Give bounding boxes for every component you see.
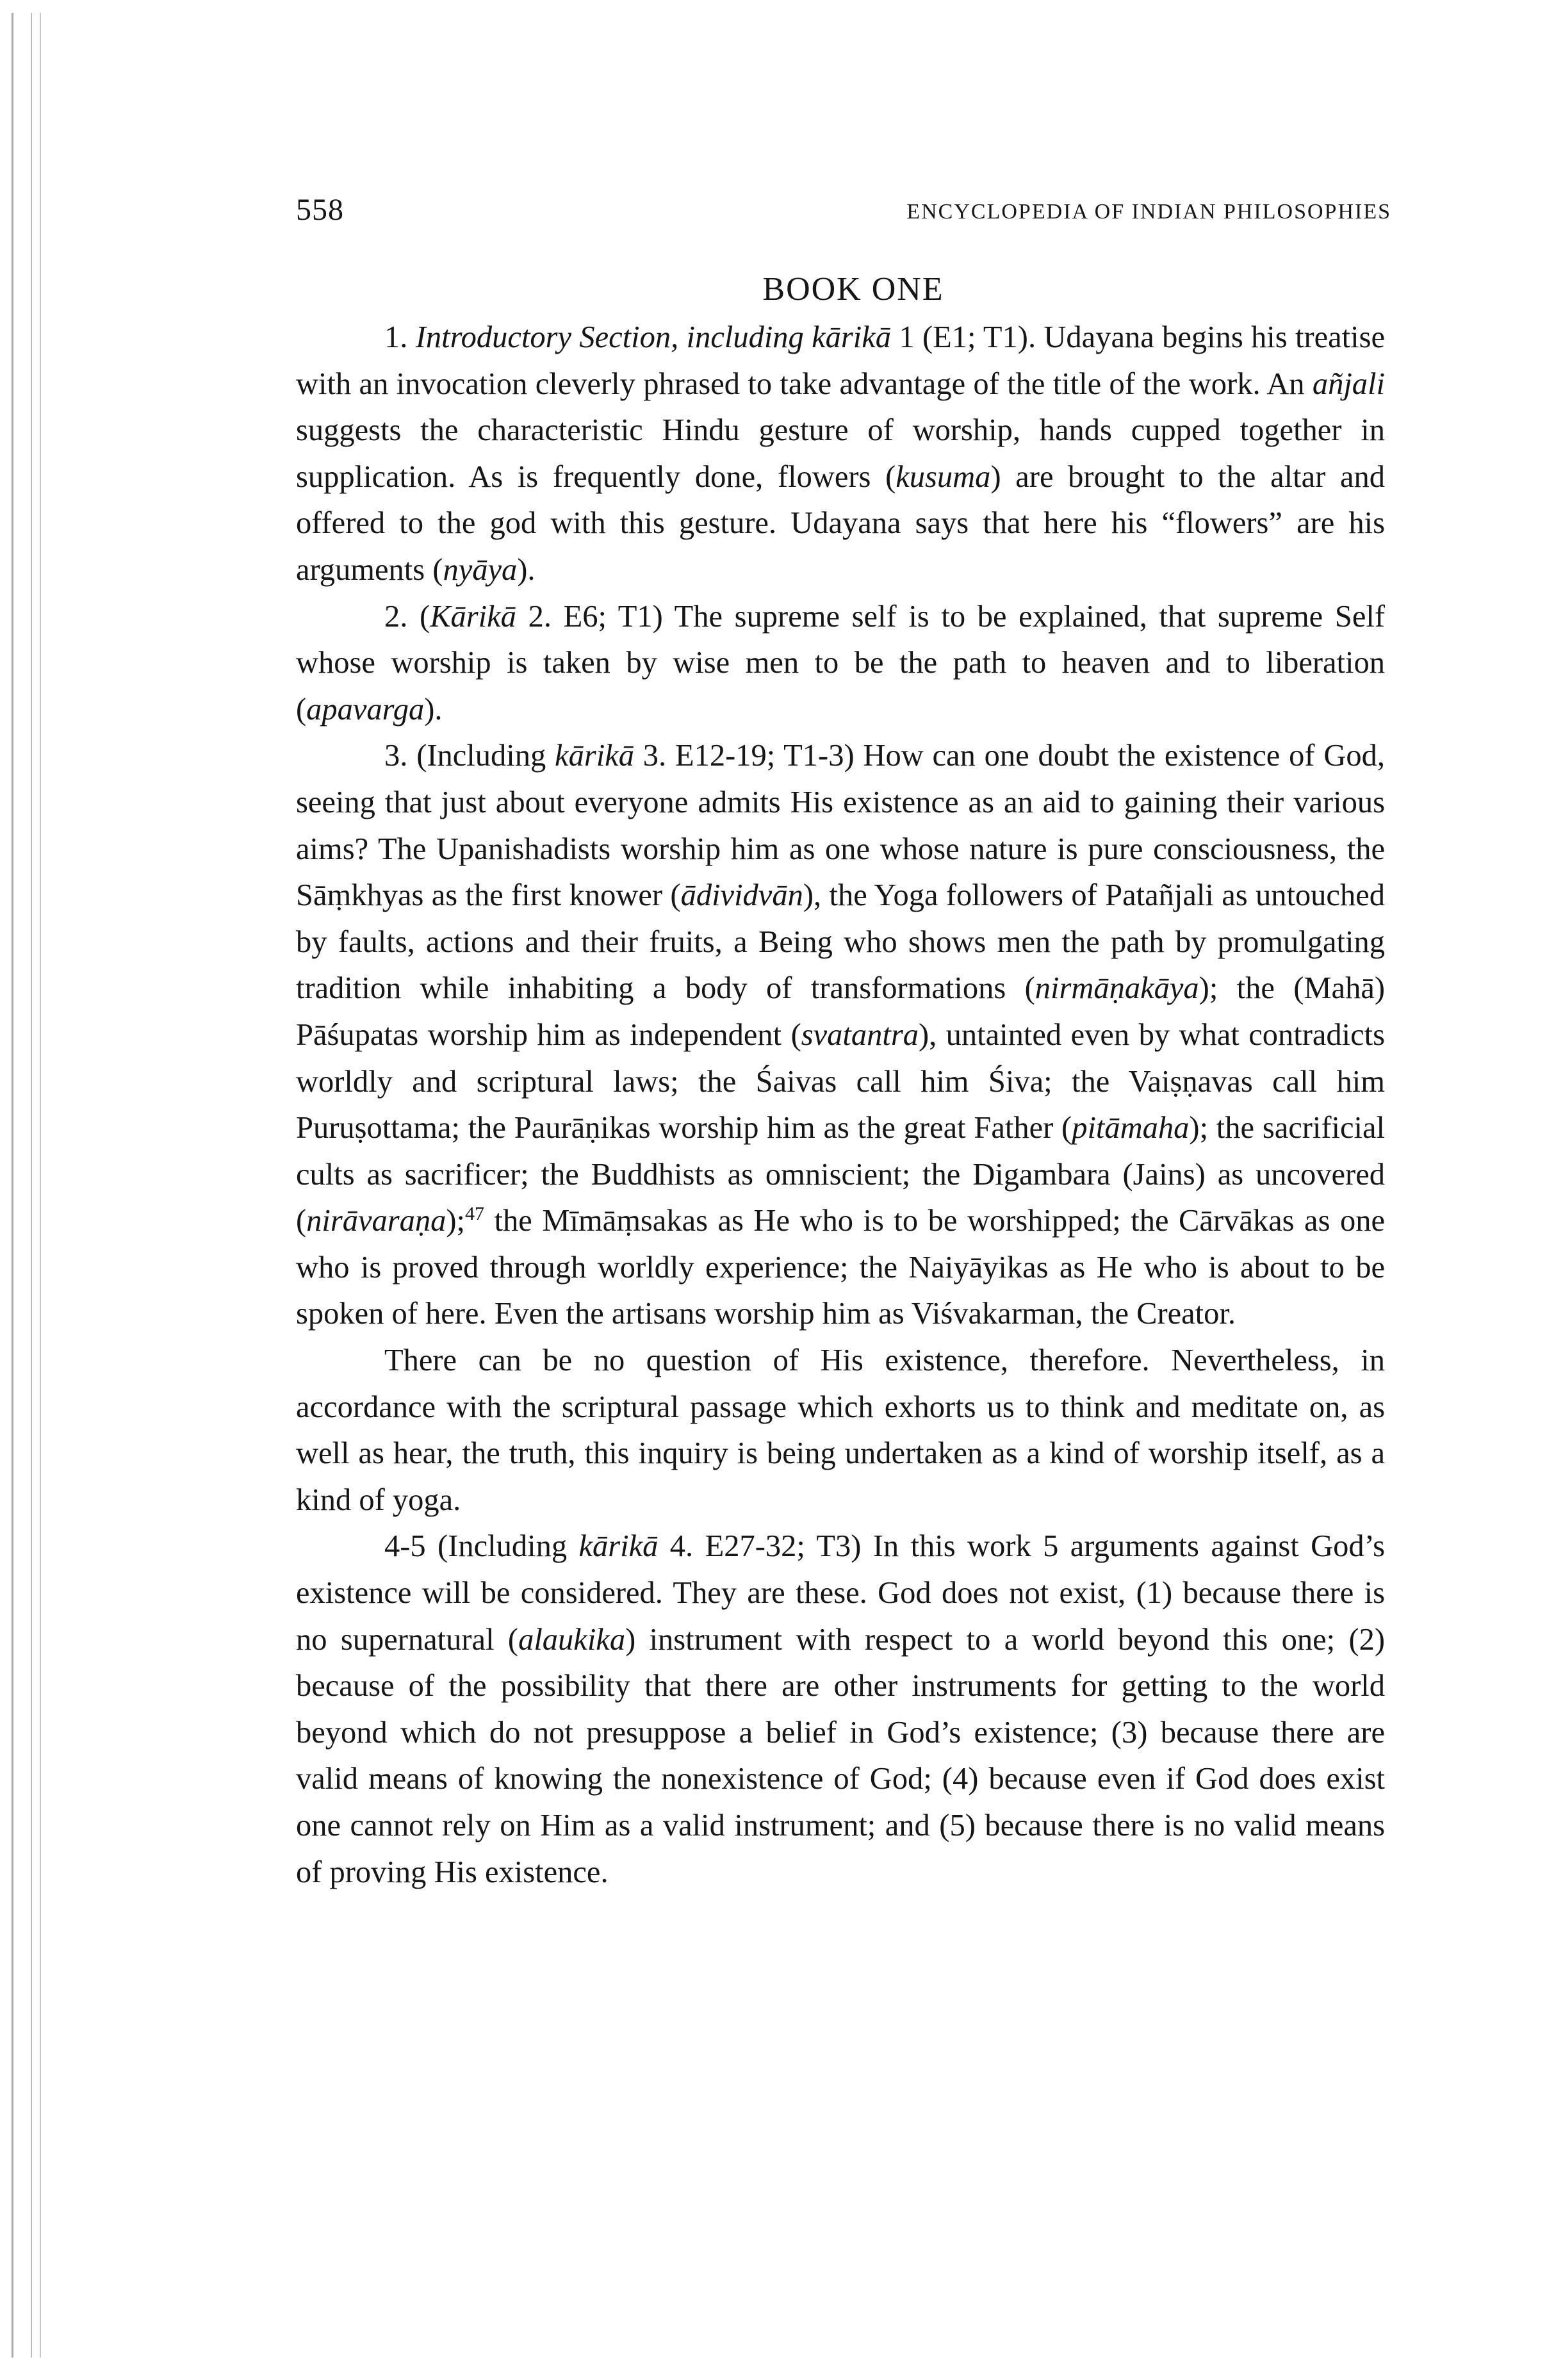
italic-term: nyāya bbox=[443, 552, 518, 587]
text-run: 1 (E1; T1). Udayana begins his treatise with an invocation cleverly phrased to take advantage of the title of the work. An bbox=[296, 320, 1385, 401]
page-number: 558 bbox=[296, 193, 344, 227]
body-text bbox=[296, 315, 1385, 1896]
text-run: ). bbox=[424, 692, 443, 726]
italic-term: ādividvān bbox=[680, 878, 803, 913]
text-run: 3. E12-19; T1-3) How can one doubt the existence of God, seeing that just about everyone admits His existence as an aid to gaining their various aims? The Upanishadists worship him as one whose nature is pure consciousness, the Sāṃkhyas as the first knower ( bbox=[296, 739, 1385, 913]
text-run: 2. E6; T1) The supreme self is to be explained, that supreme Self whose worship is taken by wise men to be the path to heaven and to liberation ( bbox=[296, 599, 1385, 726]
text-run: the Mīmāṃsakas as He who is to be worshipped; the Cārvākas as one who is proved through worldly experience; the Naiyāyikas as He who is about to be spoken of here. Even the artisans worship him as Viśvakarman, the Creator. bbox=[296, 1204, 1385, 1331]
text-run: ), the Yoga followers of Patañjali as untouched by faults, actions and their fruits, a Being who shows men the path by promulgating tradition while inhabiting a body of transformations ( bbox=[296, 878, 1385, 1006]
book-heading: BOOK ONE bbox=[762, 271, 944, 308]
italic-term: kārikā bbox=[555, 739, 634, 773]
footnote-marker: 47 bbox=[465, 1203, 485, 1225]
text-run: ) instrument with respect to a world beyond this one; (2) because of the possibility that there are other instruments for getting to the world beyond which do not presuppose a belief in God’s existence; (3) because there are valid means of knowing the nonexistence of God; (4) because even if God does exist one cannot rely on Him as a valid instrument; and (5) because there is no valid means of proving His existence. bbox=[296, 1622, 1386, 1889]
paragraph bbox=[296, 733, 1385, 1338]
italic-term: kusuma bbox=[896, 459, 991, 494]
paragraph bbox=[296, 315, 1385, 594]
paragraph bbox=[296, 1338, 1385, 1523]
text-run: 4-5 (Including bbox=[384, 1529, 579, 1564]
text-run: ). bbox=[517, 552, 536, 587]
text-run: ); the (Mahā) Pāśupatas worship him as independent ( bbox=[296, 971, 1385, 1052]
paragraph bbox=[296, 594, 1385, 734]
text-run: 4. E27-32; T3) In this work 5 arguments against God’s existence will be considered. They are these. God does not exist, (1) because there is no supernatural ( bbox=[296, 1529, 1385, 1657]
italic-term: Introductory Section, including kārikā bbox=[415, 320, 892, 354]
italic-term: kārikā bbox=[578, 1529, 659, 1564]
italic-term: pitāmaha bbox=[1072, 1111, 1190, 1145]
running-head bbox=[296, 192, 1391, 237]
text-run: suggests the characteristic Hindu gesture of worship, hands cupped together in supplication. As is frequently done, flowers ( bbox=[296, 413, 1385, 494]
italic-term: svatantra bbox=[801, 1017, 919, 1052]
italic-term: apavarga bbox=[306, 692, 425, 726]
running-title: ENCYCLOPEDIA OF INDIAN PHILOSOPHIES bbox=[906, 200, 1391, 224]
italic-term: añjali bbox=[1312, 366, 1385, 401]
italic-term: alaukika bbox=[518, 1622, 626, 1657]
text-run: ); the sacrificial cults as sacrificer; the Buddhists as omniscient; the Digambara (Jains) as uncovered ( bbox=[296, 1111, 1385, 1238]
text-run: ); bbox=[446, 1204, 466, 1238]
scan-gutter-line bbox=[12, 13, 13, 2358]
italic-term: nirāvaraṇa bbox=[306, 1204, 446, 1238]
text-run: 2. ( bbox=[384, 599, 430, 634]
text-run: There can be no question of His existence, therefore. Nevertheless, in accordance with the scriptural passage which exhorts us to think and meditate on, as well as hear, the truth, this inquiry is being undertaken as a kind of worship itself, as a kind of yoga. bbox=[296, 1343, 1385, 1517]
text-run: 3. (Including bbox=[384, 739, 555, 773]
italic-term: nirmāṇakāya bbox=[1035, 971, 1199, 1006]
scan-gutter-line bbox=[31, 13, 32, 2358]
italic-term: Kārikā bbox=[430, 599, 516, 634]
book-page bbox=[296, 192, 1391, 1896]
paragraph bbox=[296, 1523, 1385, 1896]
text-run: ), untainted even by what contradicts worldly and scriptural laws; the Śaivas call him Śiva; the Vaiṣṇavas call him Puruṣottama; the Paurāṇikas worship him as the great Father ( bbox=[296, 1017, 1385, 1145]
text-run: ) are brought to the altar and offered to the god with this gesture. Udayana says that here his “flowers” are his arguments ( bbox=[296, 459, 1385, 587]
text-run: 1. bbox=[384, 320, 416, 354]
scan-gutter-line bbox=[40, 13, 41, 2358]
